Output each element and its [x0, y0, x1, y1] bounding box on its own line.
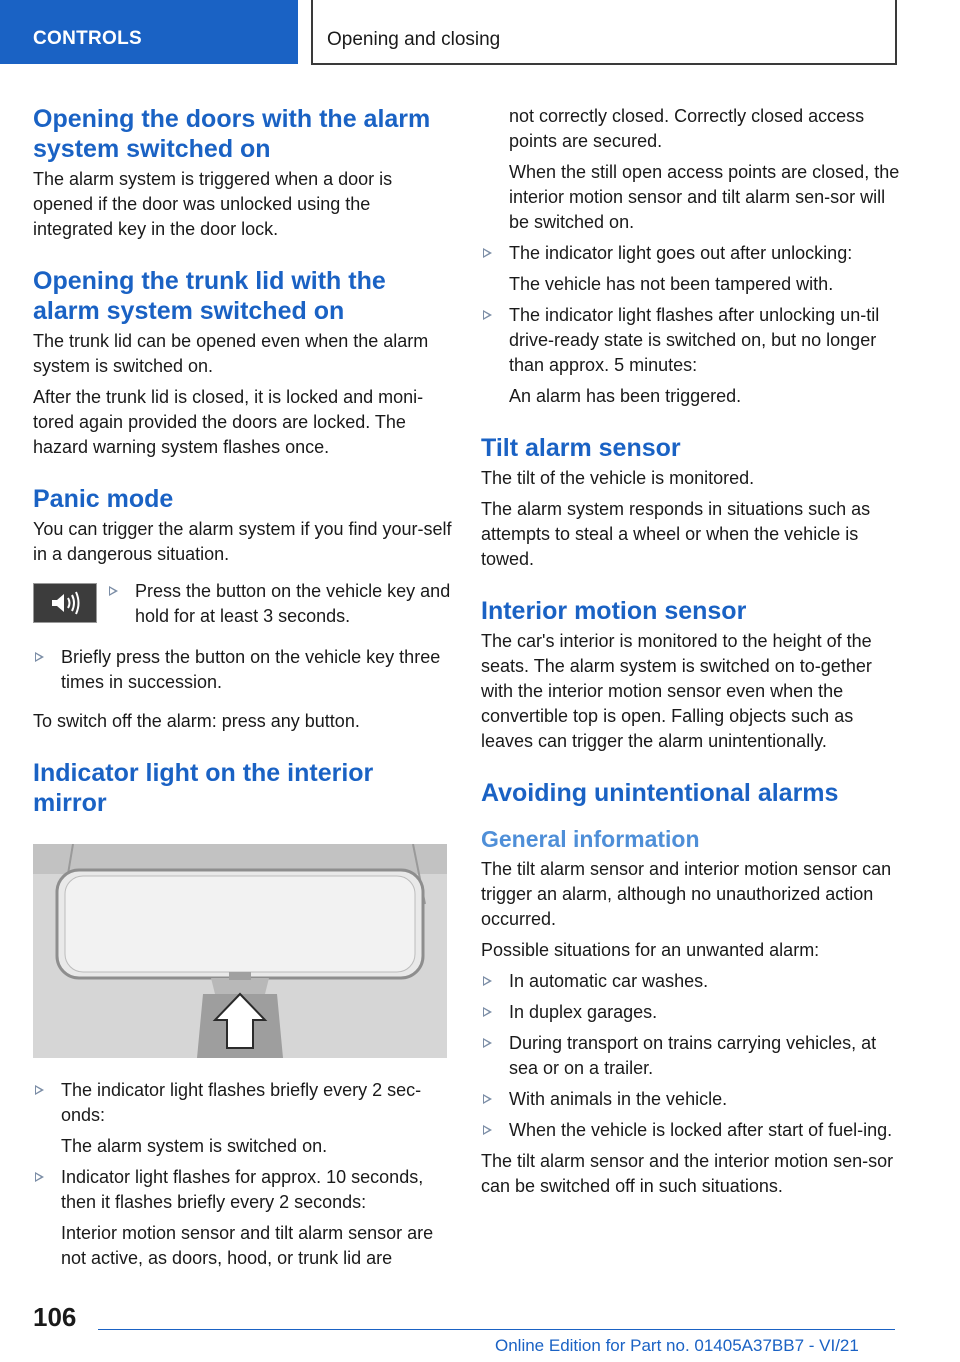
- continued-text: When the still open access points are closed, the interior motion sensor and tilt alarm sen-sor will be switched on.: [509, 162, 900, 232]
- triangle-bullet-icon: [483, 1125, 492, 1135]
- list-item-detail: An alarm has been triggered.: [509, 386, 742, 406]
- continued-text: not correctly closed. Correctly closed access points are secured.: [509, 106, 865, 151]
- triangle-bullet-icon: [483, 310, 492, 320]
- paragraph-doors: The alarm system is triggered when a door is opened if the door was unlocked using the integrated key in the door lock.: [33, 169, 393, 239]
- list-item: Press the button on the vehicle key and hold for at least 3 seconds.: [107, 579, 465, 629]
- chapter-label: Opening and closing: [327, 29, 501, 50]
- section-label: CONTROLS: [33, 28, 143, 49]
- list-item: Indicator light flashes for approx. 10 seconds, then it flashes briefly every 2 seconds:: [33, 1165, 453, 1215]
- heading-avoid: Avoiding unintentional alarms: [481, 779, 839, 807]
- paragraph-trunk-2: After the trunk lid is closed, it is locked and moni-tored again provided the doors are locked. The hazard warning system flashes once.: [33, 387, 424, 457]
- heading-general: General information: [481, 826, 700, 852]
- paragraph-tilt-1: The tilt of the vehicle is monitored.: [481, 468, 755, 488]
- triangle-bullet-icon: [483, 1007, 492, 1017]
- heading-trunk: Opening the trunk lid with the alarm system switched on: [33, 267, 386, 325]
- edition-note: Online Edition for Part no. 01405A37BB7 - VI/21: [495, 1336, 859, 1355]
- list-item: In duplex garages.: [481, 1000, 901, 1025]
- section-tab: [0, 0, 298, 64]
- paragraph-panic: You can trigger the alarm system if you find your-self in a dangerous situation.: [33, 519, 452, 564]
- heading-tilt: Tilt alarm sensor: [481, 434, 681, 462]
- paragraph-final: The tilt alarm sensor and the interior motion sen-sor can be switched off in such situations.: [481, 1151, 894, 1196]
- triangle-bullet-icon: [35, 652, 44, 662]
- page-number: 106: [33, 1302, 77, 1332]
- triangle-bullet-icon: [35, 1085, 44, 1095]
- panic-button-icon: [33, 583, 97, 623]
- list-item: The indicator light flashes briefly every 2 sec-onds:: [33, 1078, 453, 1128]
- list-item: With animals in the vehicle.: [481, 1087, 901, 1112]
- heading-doors: Opening the doors with the alarm system switched on: [33, 105, 431, 163]
- heading-indicator: Indicator light on the interior mirror: [33, 759, 374, 817]
- list-item: During transport on trains carrying vehicles, at sea or on a trailer.: [481, 1031, 901, 1081]
- list-item: When the vehicle is locked after start of fuel-ing.: [481, 1118, 901, 1143]
- list-item: The indicator light flashes after unlocking un-til drive-ready state is switched on, but no longer than approx. 5 minutes:: [481, 303, 901, 378]
- paragraph-switch-off: To switch off the alarm: press any button.: [33, 711, 360, 731]
- heading-panic: Panic mode: [33, 485, 174, 513]
- paragraph-general: The tilt alarm sensor and interior motion sensor can trigger an alarm, although no unauthorized action occurred.: [481, 859, 892, 929]
- heading-motion: Interior motion sensor: [481, 597, 747, 625]
- triangle-bullet-icon: [483, 976, 492, 986]
- triangle-bullet-icon: [109, 586, 118, 596]
- left-column: [33, 104, 453, 1277]
- paragraph-trunk-1: The trunk lid can be opened even when the alarm system is switched on.: [33, 331, 429, 376]
- triangle-bullet-icon: [483, 1038, 492, 1048]
- triangle-bullet-icon: [483, 1094, 492, 1104]
- triangle-bullet-icon: [483, 248, 492, 258]
- footer-divider: [98, 1329, 895, 1330]
- panic-key-row: [33, 579, 453, 637]
- list-item: The indicator light goes out after unlocking:: [481, 241, 901, 266]
- paragraph-tilt-2: The alarm system responds in situations such as attempts to steal a wheel or when the vehicle is towed.: [481, 499, 871, 569]
- paragraph-possible: Possible situations for an unwanted alarm:: [481, 940, 820, 960]
- paragraph-motion: The car's interior is monitored to the height of the seats. The alarm system is switched on to-gether with the interior motion sensor even when the convertible top is open. Falling objects such as leaves can trigger the alarm unintentionally.: [481, 631, 872, 751]
- interior-mirror-image: [33, 844, 447, 1058]
- right-column: [481, 104, 901, 1205]
- list-item: In automatic car washes.: [481, 969, 901, 994]
- list-item-detail: The vehicle has not been tampered with.: [509, 274, 834, 294]
- list-item-detail: The alarm system is switched on.: [61, 1136, 328, 1156]
- chapter-tab: [311, 0, 897, 65]
- triangle-bullet-icon: [35, 1172, 44, 1182]
- list-item: Briefly press the button on the vehicle key three times in succession.: [33, 645, 453, 695]
- list-item-detail: Interior motion sensor and tilt alarm sensor are not active, as doors, hood, or trunk lid are: [61, 1223, 434, 1268]
